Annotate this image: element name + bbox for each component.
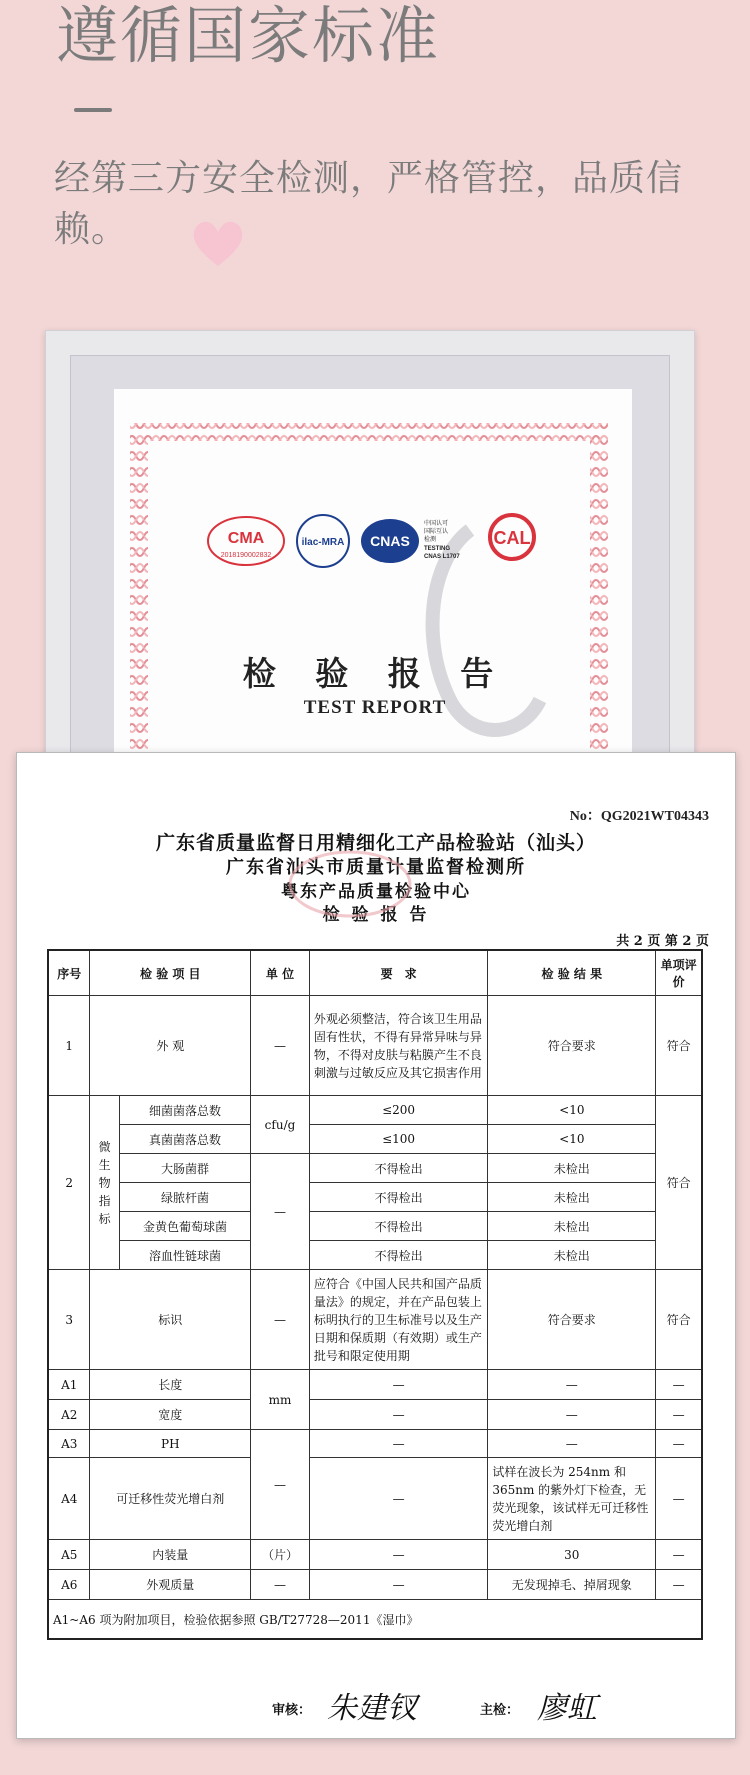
reviewer-signature: 朱建钗	[327, 1691, 417, 1726]
table-row	[48, 1270, 702, 1370]
cell-result: 无发现掉毛、掉屑现象	[488, 1570, 656, 1600]
cell-result: 符合要求	[488, 996, 656, 1096]
cnas-logo-text: CNAS	[370, 533, 410, 549]
org-line-4: 检 验 报 告	[322, 905, 430, 925]
cell-item: PH	[90, 1430, 251, 1458]
table-row	[48, 1570, 702, 1600]
cell-item: 细菌菌落总数	[119, 1096, 250, 1125]
cma-logo-text: CMA	[227, 530, 265, 547]
cell-requirement: 应符合《中国人民共和国产品质量法》的规定，并在产品包装上标明执行的卫生标准号以及生产日期和保质期（有效期）或生产批号和限定使用期	[309, 1270, 487, 1370]
cell-requirement: —	[309, 1570, 487, 1600]
cnas-testing: TESTING	[424, 546, 451, 552]
table-row	[48, 1154, 702, 1183]
cell-requirement: —	[309, 1458, 487, 1540]
table-row	[48, 1458, 702, 1540]
cell-requirement: 不得检出	[309, 1183, 487, 1212]
cell-unit: —	[251, 996, 310, 1096]
table-footnote-row	[48, 1600, 702, 1640]
certificate-subtitle: TEST REPORT	[303, 697, 447, 718]
cell-no: A5	[48, 1540, 90, 1570]
group-char: 标	[98, 1211, 111, 1226]
org-line-2: 广东省汕头市质量计量监督检测所	[226, 857, 526, 878]
cell-item: 真菌菌落总数	[119, 1125, 250, 1154]
cell-result: 未检出	[488, 1212, 656, 1241]
cell-result: <10	[488, 1125, 656, 1154]
cell-result: 未检出	[488, 1154, 656, 1183]
cnas-caption-2: 国际互认	[424, 528, 449, 535]
cell-item: 宽度	[90, 1400, 251, 1430]
inspector-label: 主检：	[480, 1703, 520, 1718]
cnas-code: CNAS L1707	[424, 554, 460, 560]
cell-requirement: ≤200	[309, 1096, 487, 1125]
cell-result: 试样在波长为 254nm 和 365nm 的紫外灯下检查，无荧光现象，该试样无可迁移性荧光增白剂	[488, 1458, 656, 1540]
group-char: 物	[98, 1175, 111, 1190]
cell-item: 内装量	[90, 1540, 251, 1570]
cell-no: 2	[48, 1096, 90, 1270]
cell-requirement: 外观必须整洁，符合该卫生用品固有性状，不得有异常异味与异物，不得对皮肤与粘膜产生不良刺激与过敏反应及其它损害作用	[309, 996, 487, 1096]
cell-requirement: —	[309, 1370, 487, 1400]
cell-group-label	[90, 1096, 119, 1270]
cnas-caption-1: 中国认可	[424, 520, 449, 527]
inspector-signature: 廖虹	[537, 1691, 597, 1726]
cell-requirement: —	[309, 1430, 487, 1458]
cell-unit: —	[251, 1570, 310, 1600]
reviewer-label: 审核：	[272, 1703, 312, 1718]
group-char: 生	[98, 1157, 111, 1172]
ilac-logo-text: ilac-MRA	[301, 537, 345, 548]
page-count: 共 2 页 第 2 页	[616, 934, 709, 949]
org-line-1: 广东省质量监督日用精细化工产品检验站（汕头）	[155, 832, 596, 854]
cell-item: 绿脓杆菌	[119, 1183, 250, 1212]
cell-unit: —	[251, 1270, 310, 1370]
cell-unit: —	[251, 1154, 310, 1270]
test-results-table	[47, 949, 703, 1640]
table-row	[48, 1430, 702, 1458]
cell-result: 符合要求	[488, 1270, 656, 1370]
cell-no: A3	[48, 1430, 90, 1458]
table-row	[48, 1370, 702, 1400]
cell-evaluation: —	[656, 1570, 702, 1600]
cell-result: —	[488, 1430, 656, 1458]
cell-evaluation: 符合	[656, 1096, 702, 1270]
cell-item: 长度	[90, 1370, 251, 1400]
cell-requirement: —	[309, 1540, 487, 1570]
cal-logo-text: CAL	[493, 528, 531, 548]
cell-unit: （片）	[251, 1540, 310, 1570]
cell-item: 金黄色葡萄球菌	[119, 1212, 250, 1241]
cell-item: 外观质量	[90, 1570, 251, 1600]
table-row	[48, 996, 702, 1096]
cell-no: A4	[48, 1458, 90, 1540]
cnas-caption-3: 检测	[424, 536, 437, 543]
certificate-title: 检 验 报 告	[242, 654, 508, 693]
cell-unit: mm	[251, 1370, 310, 1430]
accreditation-logos	[140, 505, 560, 575]
cell-no: 1	[48, 996, 90, 1096]
cell-evaluation: —	[656, 1370, 702, 1400]
table-row	[48, 1212, 702, 1241]
cell-no: A2	[48, 1400, 90, 1430]
cell-evaluation: 符合	[656, 1270, 702, 1370]
cell-requirement: 不得检出	[309, 1212, 487, 1241]
cell-result: 未检出	[488, 1183, 656, 1212]
table-row	[48, 1241, 702, 1270]
table-row	[48, 1540, 702, 1570]
cell-requirement: 不得检出	[309, 1154, 487, 1183]
cell-item: 大肠菌群	[119, 1154, 250, 1183]
cell-item: 可迁移性荧光增白剂	[90, 1458, 251, 1540]
table-row	[48, 1125, 702, 1154]
test-report-page	[16, 752, 736, 1739]
cell-result: 30	[488, 1540, 656, 1570]
cell-no: 3	[48, 1270, 90, 1370]
group-char: 指	[98, 1193, 111, 1208]
cell-unit: —	[251, 1430, 310, 1540]
header-cell: 序号	[48, 950, 90, 996]
header-cell: 检 验 结 果	[488, 950, 656, 996]
report-number: No：QG2021WT04343	[569, 809, 709, 824]
cell-requirement: 不得检出	[309, 1241, 487, 1270]
cal-logo	[480, 513, 544, 569]
cell-item: 外 观	[90, 996, 251, 1096]
page-headline: 遵循国家标准	[56, 0, 441, 72]
cma-number: 2018190002832	[220, 552, 272, 559]
cell-item: 标识	[90, 1270, 251, 1370]
ilac-logo	[295, 513, 351, 569]
table-footnote: A1~A6 项为附加项目，检验依据参照 GB/T27728—2011《湿巾》	[48, 1600, 702, 1640]
header-cell: 检 验 项 目	[90, 950, 251, 996]
table-header-row	[48, 950, 702, 996]
official-stamp	[285, 849, 415, 919]
page-subtitle: 经第三方安全检测，严格管控，品质信赖。	[54, 158, 684, 250]
cell-result: —	[488, 1400, 656, 1430]
cell-result: 未检出	[488, 1241, 656, 1270]
cell-evaluation: —	[656, 1400, 702, 1430]
cell-evaluation: —	[656, 1540, 702, 1570]
cell-no: A6	[48, 1570, 90, 1600]
cell-unit: cfu/g	[251, 1096, 310, 1154]
table-row	[48, 1183, 702, 1212]
cell-evaluation: —	[656, 1430, 702, 1458]
table-row	[48, 1096, 702, 1125]
header-cell: 要 求	[309, 950, 487, 996]
cnas-logo	[360, 515, 480, 567]
table-row	[48, 1400, 702, 1430]
cell-evaluation: —	[656, 1458, 702, 1540]
cell-result: —	[488, 1370, 656, 1400]
cell-item: 溶血性链球菌	[119, 1241, 250, 1270]
cell-result: <10	[488, 1096, 656, 1125]
cell-evaluation: 符合	[656, 996, 702, 1096]
org-line-3: 粤东产品质量检验中心	[281, 882, 471, 902]
header-cell: 单 位	[251, 950, 310, 996]
cma-logo	[206, 515, 286, 567]
header-cell: 单项评价	[656, 950, 702, 996]
cell-requirement: —	[309, 1400, 487, 1430]
group-char: 微	[98, 1139, 111, 1154]
cell-requirement: ≤100	[309, 1125, 487, 1154]
cell-no: A1	[48, 1370, 90, 1400]
